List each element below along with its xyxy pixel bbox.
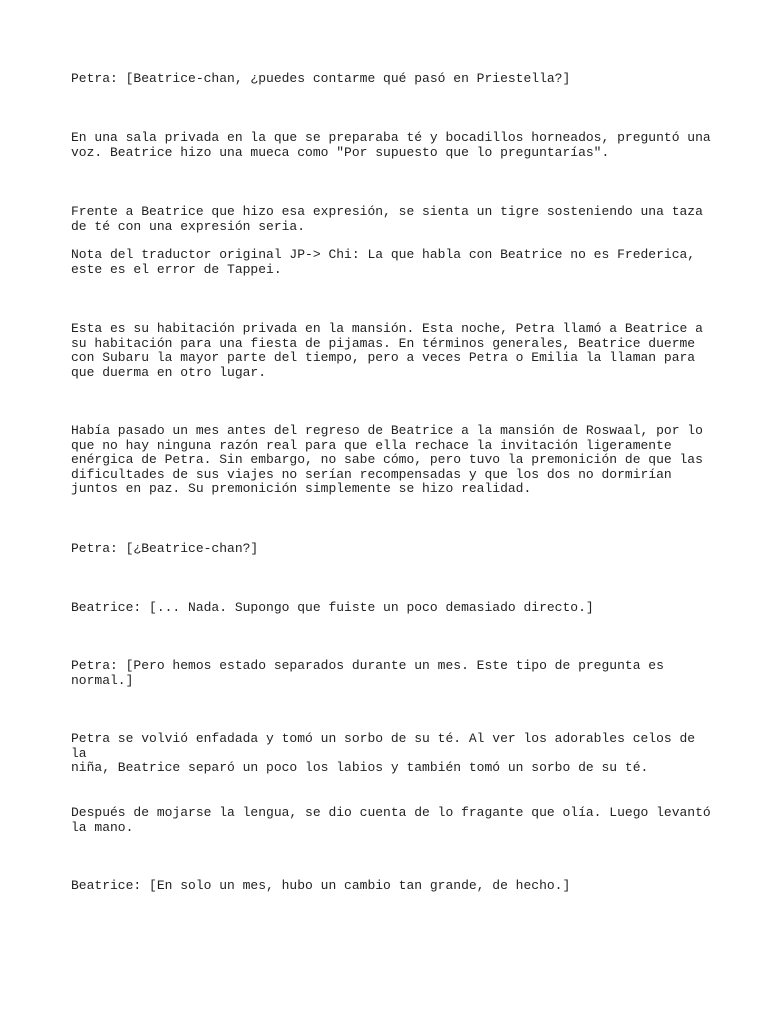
- paragraph-11: Después de mojarse la lengua, se dio cuenta de lo fragante que olía. Luego levantó la mano.: [71, 805, 711, 835]
- paragraph-2: En una sala privada en la que se preparaba té y bocadillos horneados, preguntó una voz. Beatrice hizo una mueca como "Por supuesto que lo preguntarías".: [71, 130, 711, 160]
- paragraph-9: Petra: [Pero hemos estado separados durante un mes. Este tipo de pregunta es normal.]: [71, 658, 664, 688]
- paragraph-1: Petra: [Beatrice-chan, ¿puedes contarme qué pasó en Priestella?]: [71, 71, 571, 86]
- paragraph-3: Frente a Beatrice que hizo esa expresión, se sienta un tigre sosteniendo una taza de té con una expresión seria.: [71, 204, 703, 234]
- paragraph-10: Petra se volvió enfadada y tomó un sorbo de su té. Al ver los adorables celos de la niña, Beatrice separó un poco los labios y también tomó un sorbo de su té.: [71, 731, 696, 776]
- paragraph-12: Beatrice: [En solo un mes, hubo un cambio tan grande, de hecho.]: [71, 878, 571, 893]
- paragraph-6: Había pasado un mes antes del regreso de Beatrice a la mansión de Roswaal, por lo que no hay ninguna razón real para que ella rechace la invitación ligeramente enérgica de Petra. Sin embargo, no sabe cómo, pero tuvo la premonición de que las dificultades de sus viajes no serían recompensadas y que los dos no dormirían juntos en paz. Su premonición simplemente se hizo realidad.: [71, 423, 703, 497]
- paragraph-8: Beatrice: [... Nada. Supongo que fuiste un poco demasiado directo.]: [71, 600, 594, 615]
- paragraph-5: Esta es su habitación privada en la mansión. Esta noche, Petra llamó a Beatrice a su habitación para una fiesta de pijamas. En términos generales, Beatrice duerme con Subaru la mayor parte del tiempo, pero a veces Petra o Emilia la llaman para que duerma en otro lugar.: [71, 321, 703, 380]
- paragraph-4: Nota del traductor original JP-> Chi: La que habla con Beatrice no es Frederica, este es el error de Tappei.: [71, 247, 696, 277]
- paragraph-7: Petra: [¿Beatrice-chan?]: [71, 541, 259, 556]
